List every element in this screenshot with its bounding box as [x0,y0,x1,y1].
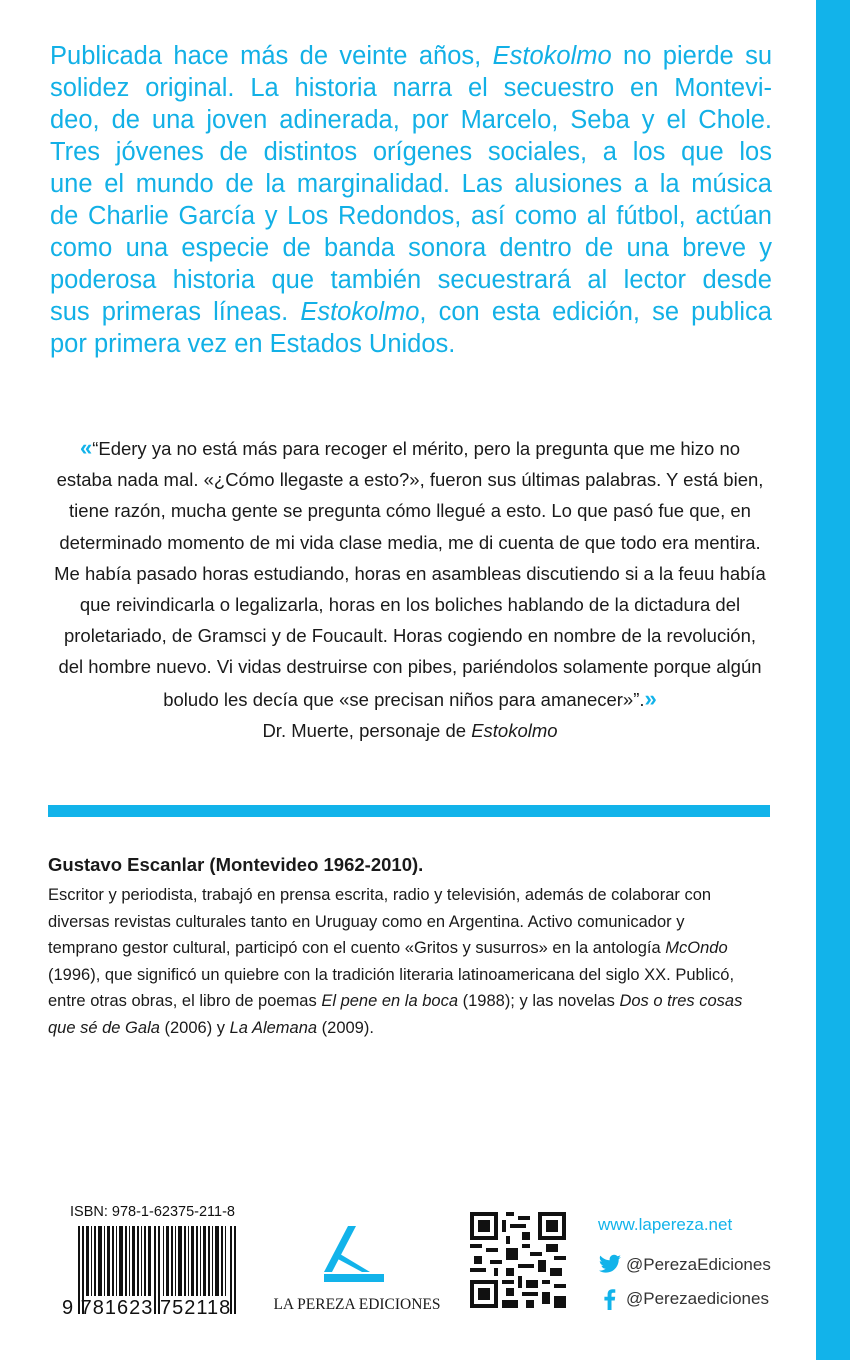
quote-line: tiene razón, mucha gente se pregunta cómo llegué a esto. Lo que pasó fue que, en [69,500,751,522]
blurb-line: por primera vez en Estados Unidos. [50,330,456,358]
bio-line: diversas revistas culturales tanto en Uruguay como en Argentina. Activo comunicador y [48,912,685,931]
isbn-label: ISBN: 978-1-62375-211-8 [70,1204,235,1220]
author-name-heading: Gustavo Escanlar (Montevideo 1962-2010). [48,854,424,875]
bio-line: Escritor y periodista, trabajó en prensa escrita, radio y televisión, además de colaborar con [48,886,712,904]
blurb-line: poderosa historia que también secuestrará al lector desde [50,266,772,294]
facebook-link[interactable] [598,1282,808,1316]
quote-line: que reivindicarla o legalizarla, horas en los boliches hablando de la dictadura del [79,594,741,616]
blurb-line: une el mundo de la marginalidad. Las alusiones a la música [50,170,772,198]
twitter-handle: @PerezaEdiciones [626,1255,771,1274]
qr-code-icon[interactable] [470,1212,566,1308]
twitter-link[interactable] [598,1248,808,1282]
bio-line: entre otras obras, el libro de poemas El pene en la boca (1988); y las novelas Dos o tres cosas [48,992,743,1011]
barcode-digits: 9 781623 752118 [62,1297,232,1319]
facebook-icon [598,1288,622,1310]
author-bio [48,852,772,1042]
pereza-logo-icon [318,1226,390,1288]
quote-line: «“Edery ya no está más para recoger el mérito, pero la pregunta que me hizo no [79,435,741,460]
blurb-line: solidez original. La historia narra el secuestro en Montevi- [50,74,772,102]
publisher-name: LA PEREZA EDICIONES [273,1296,441,1313]
blurb-line: como una especie de banda sonora dentro de una breve y [50,234,772,262]
character-quote [48,432,772,746]
blurb-line: sus primeras líneas. Estokolmo, con esta edición, se publica [50,298,772,326]
synopsis-blurb [50,40,772,360]
blurb-line: Tres jóvenes de distintos orígenes sociales, a los que los [50,138,772,166]
quote-open-icon: « [79,435,93,460]
bio-line: temprano gestor cultural, participó con el cuento «Gritos y susurros» en la antología McOndo [48,939,728,958]
bio-line: que sé de Gala (2006) y La Alemana (2009). [48,1018,374,1037]
twitter-bird-icon [598,1254,622,1276]
quote-line: Me había pasado horas estudiando, horas en asambleas discutiendo si a la feuu había [54,562,766,584]
social-links [598,1210,808,1316]
quote-line: del hombre nuevo. Vi vidas destruirse con pibes, pariéndolos solamente porque algún [58,656,762,678]
blurb-line: Publicada hace más de veinte años, Estokolmo no pierde su [50,42,773,70]
quote-line: estaba nada mal. «¿Cómo llegaste a esto?», fueron sus últimas palabras. Y está bien, [56,469,764,491]
blurb-line: de Charlie García y Los Redondos, así como al fútbol, actúan [50,202,772,230]
quote-close-icon: » [644,685,657,711]
quote-line: determinado momento de mi vida clase media, me di cuenta de que todo era mentira. [59,531,761,553]
quote-attribution: Dr. Muerte, personaje de Estokolmo [262,719,558,741]
side-accent-stripe [816,0,850,1360]
quote-line: boludo les decía que «se precisan niños para amanecer»”.» [163,685,657,711]
facebook-handle: @Perezaediciones [626,1289,769,1308]
section-divider [48,805,770,817]
bio-line: (1996), que significó un quiebre con la tradición literaria latinoamericana del siglo XX. Publicó, [48,965,735,984]
website-link[interactable]: www.lapereza.net [598,1215,733,1234]
quote-line: proletariado, de Gramsci y de Foucault. Horas cogiendo en nombre de la revolución, [63,625,757,647]
blurb-line: deo, de una joven adinerada, por Marcelo, Seba y el Chole. [50,106,772,134]
